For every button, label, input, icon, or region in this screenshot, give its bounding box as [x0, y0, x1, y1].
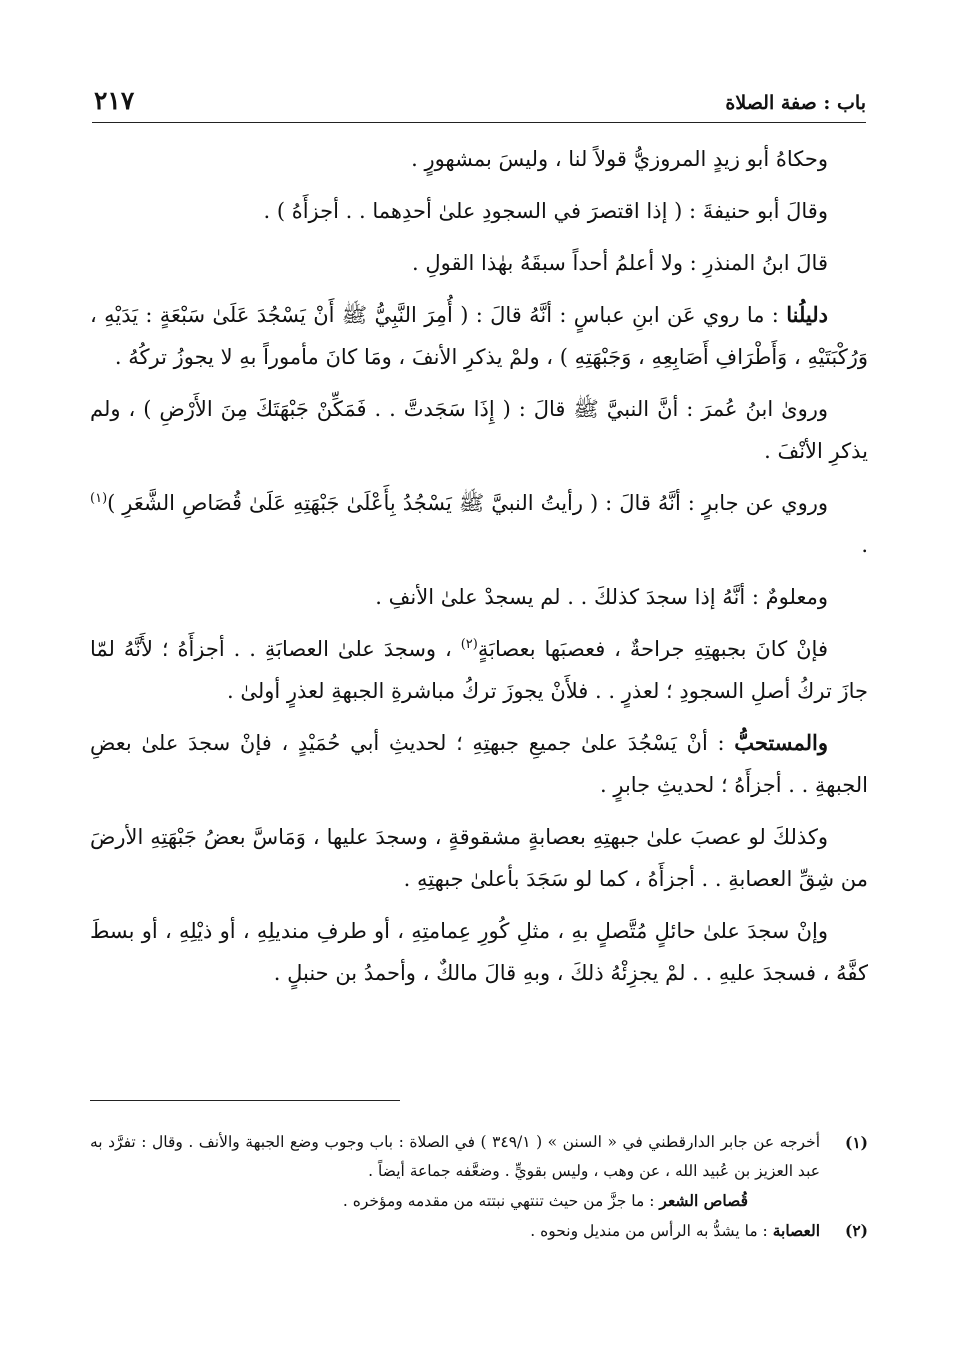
page-number: ٢١٧ — [94, 86, 135, 115]
paragraph: والمستحبُّ : أنْ يَسْجُدَ علىٰ جميعِ جبهتِهِ ؛ لحديثِ أبي حُمَيْدٍ ، فإنْ سجدَ علىٰ بعضِ الجبهةِ . . أجزأَهُ ؛ لحديثِ جابرٍ . — [90, 730, 868, 797]
paragraph: دليلُنا : ما روي عَن ابنِ عباسٍ : أنَّهُ قالَ : ( أُمِرَ النَّبِيُّ ﷺ أَنْ يَسْجُدَ عَلَىٰ سَبْعَةٍ : يَدَيْهِ ، وَرُكْبَتَيْهِ ، وَأَطْرَافِ أَصَابِعِهِ ، وَجَبْهَتِهِ ) ، ولمْ يذكرِ الأنفَ ، ومَا كانَ مأموراً بهِ لا يجوزُ تركُهُ . — [90, 302, 868, 369]
footnote-text: : ما جزَّ من حيث تنتهي نبتته من مقدمه ومؤخره . — [342, 1192, 660, 1210]
footnote-text: : ما يشدُّ به الرأس من منديل ونحوه . — [530, 1222, 773, 1240]
paragraph: وروىٰ ابنُ عُمرَ : أنَّ النبيَّ ﷺ قالَ : ( إِذَا سَجَدتَّ . . فَمَكِّنْ جَبْهَتَكَ مِنَ الأَرْضِ ) ، ولم يذكرِ الأنْفَ . — [90, 397, 868, 463]
footnote-definition — [90, 1186, 748, 1216]
footnote — [90, 1128, 868, 1186]
footnote-term: العصابة — [772, 1221, 820, 1240]
paragraph: وإنْ سجدَ علىٰ حائلٍ مُتَّصلٍ بهِ ، مثلِ كُورِ عِمامتِهِ ، أو طرفِ منديلِهِ ، أو ذيْلِهِ ، أو بسطَ كفَّهُ ، فسجدَ عليهِ . . لمْ يجزِئْهُ ذلكَ ، وبهِ قالَ مالكٌ ، وأحمدُ بن حنبلٍ . — [90, 919, 868, 985]
paragraph: فإنْ كانَ بجبهتِهِ جراحةٌ ، فعصبَها بعصابَةٍ$^{(٢)}$ ، وسجدَ علىٰ العصابَةِ . . أجزأَهُ ؛ لأَنَّهُ لمّا جازَ تركُ أصلِ السجودِ ؛ لعذرٍ . . فلأَنْ يجوزَ تركُ مباشرةِ الجبهةِ لعذرٍ أولىٰ . — [90, 637, 868, 703]
paragraph: وكذلكَ لو عصبَ علىٰ جبهتِهِ بعصابةٍ مشقوقةٍ ، وسجدَ عليها ، وَمَاسَّ بعضُ جَبْهَتِهِ الأرضَ من شِقِّ العصابةِ . . أجزأَهُ ، كما لو سَجَدَ بأعلىٰ جبهتِهِ . — [90, 825, 868, 891]
footnote — [90, 1216, 868, 1246]
lead-word: والمستحبُّ — [734, 730, 828, 755]
footnote-text: أخرجه عن جابر الدارقطني في « السنن » ( ٣٤٩/١ ) في الصلاة : باب وجوب وضع الجبهة والأنف . وقال : تفرَّد به عبد العزيز بن عُبيد الله ، عن وهب ، وليس بقويٍّ . وضعَّفه جماعة أيضاً . — [90, 1133, 820, 1180]
page-header — [92, 84, 866, 123]
paragraph: ومعلومٌ : أنَّهُ إذا سجدَ كذلكَ . . لم يسجدْ علىٰ الأنفِ . — [375, 585, 828, 609]
paragraph: قالَ ابنُ المنذرِ : ولا أعلمُ أحداً سبقَهُ بهٰذا القولِ . — [412, 251, 828, 275]
footnote-ref[interactable]: (٢) — [460, 637, 478, 652]
footnote-number: (٢) — [844, 1221, 868, 1240]
footnote-number: (١) — [844, 1133, 868, 1152]
footnote-ref[interactable]: (١) — [90, 491, 108, 506]
lead-word: دليلُنا — [786, 302, 828, 327]
chapter-title: باب : صفة الصلاة — [725, 92, 866, 114]
footnote-divider — [90, 1100, 400, 1101]
footnote-term: قُصاص الشعر — [659, 1191, 748, 1210]
main-text — [90, 138, 868, 1004]
paragraph: وروي عن جابرٍ : أنَّهُ قالَ : ( رأيتُ النبيَّ ﷺ يَسْجُدُ بِأَعْلَىٰ جَبْهَتِهِ عَلَىٰ قُصَاصِ الشَّعَرِ )$^{(١)}$ . — [90, 491, 868, 557]
paragraph: وحكاهُ أبو زيدٍ المروزيُّ قولاً لنا ، وليسَ بمشهورٍ . — [411, 147, 828, 171]
footnotes — [90, 1128, 868, 1246]
paragraph: وقالَ أبو حنيفةَ : ( إذا اقتصرَ في السجودِ علىٰ أحدِهما . . أجزأَهُ ) . — [263, 199, 828, 223]
